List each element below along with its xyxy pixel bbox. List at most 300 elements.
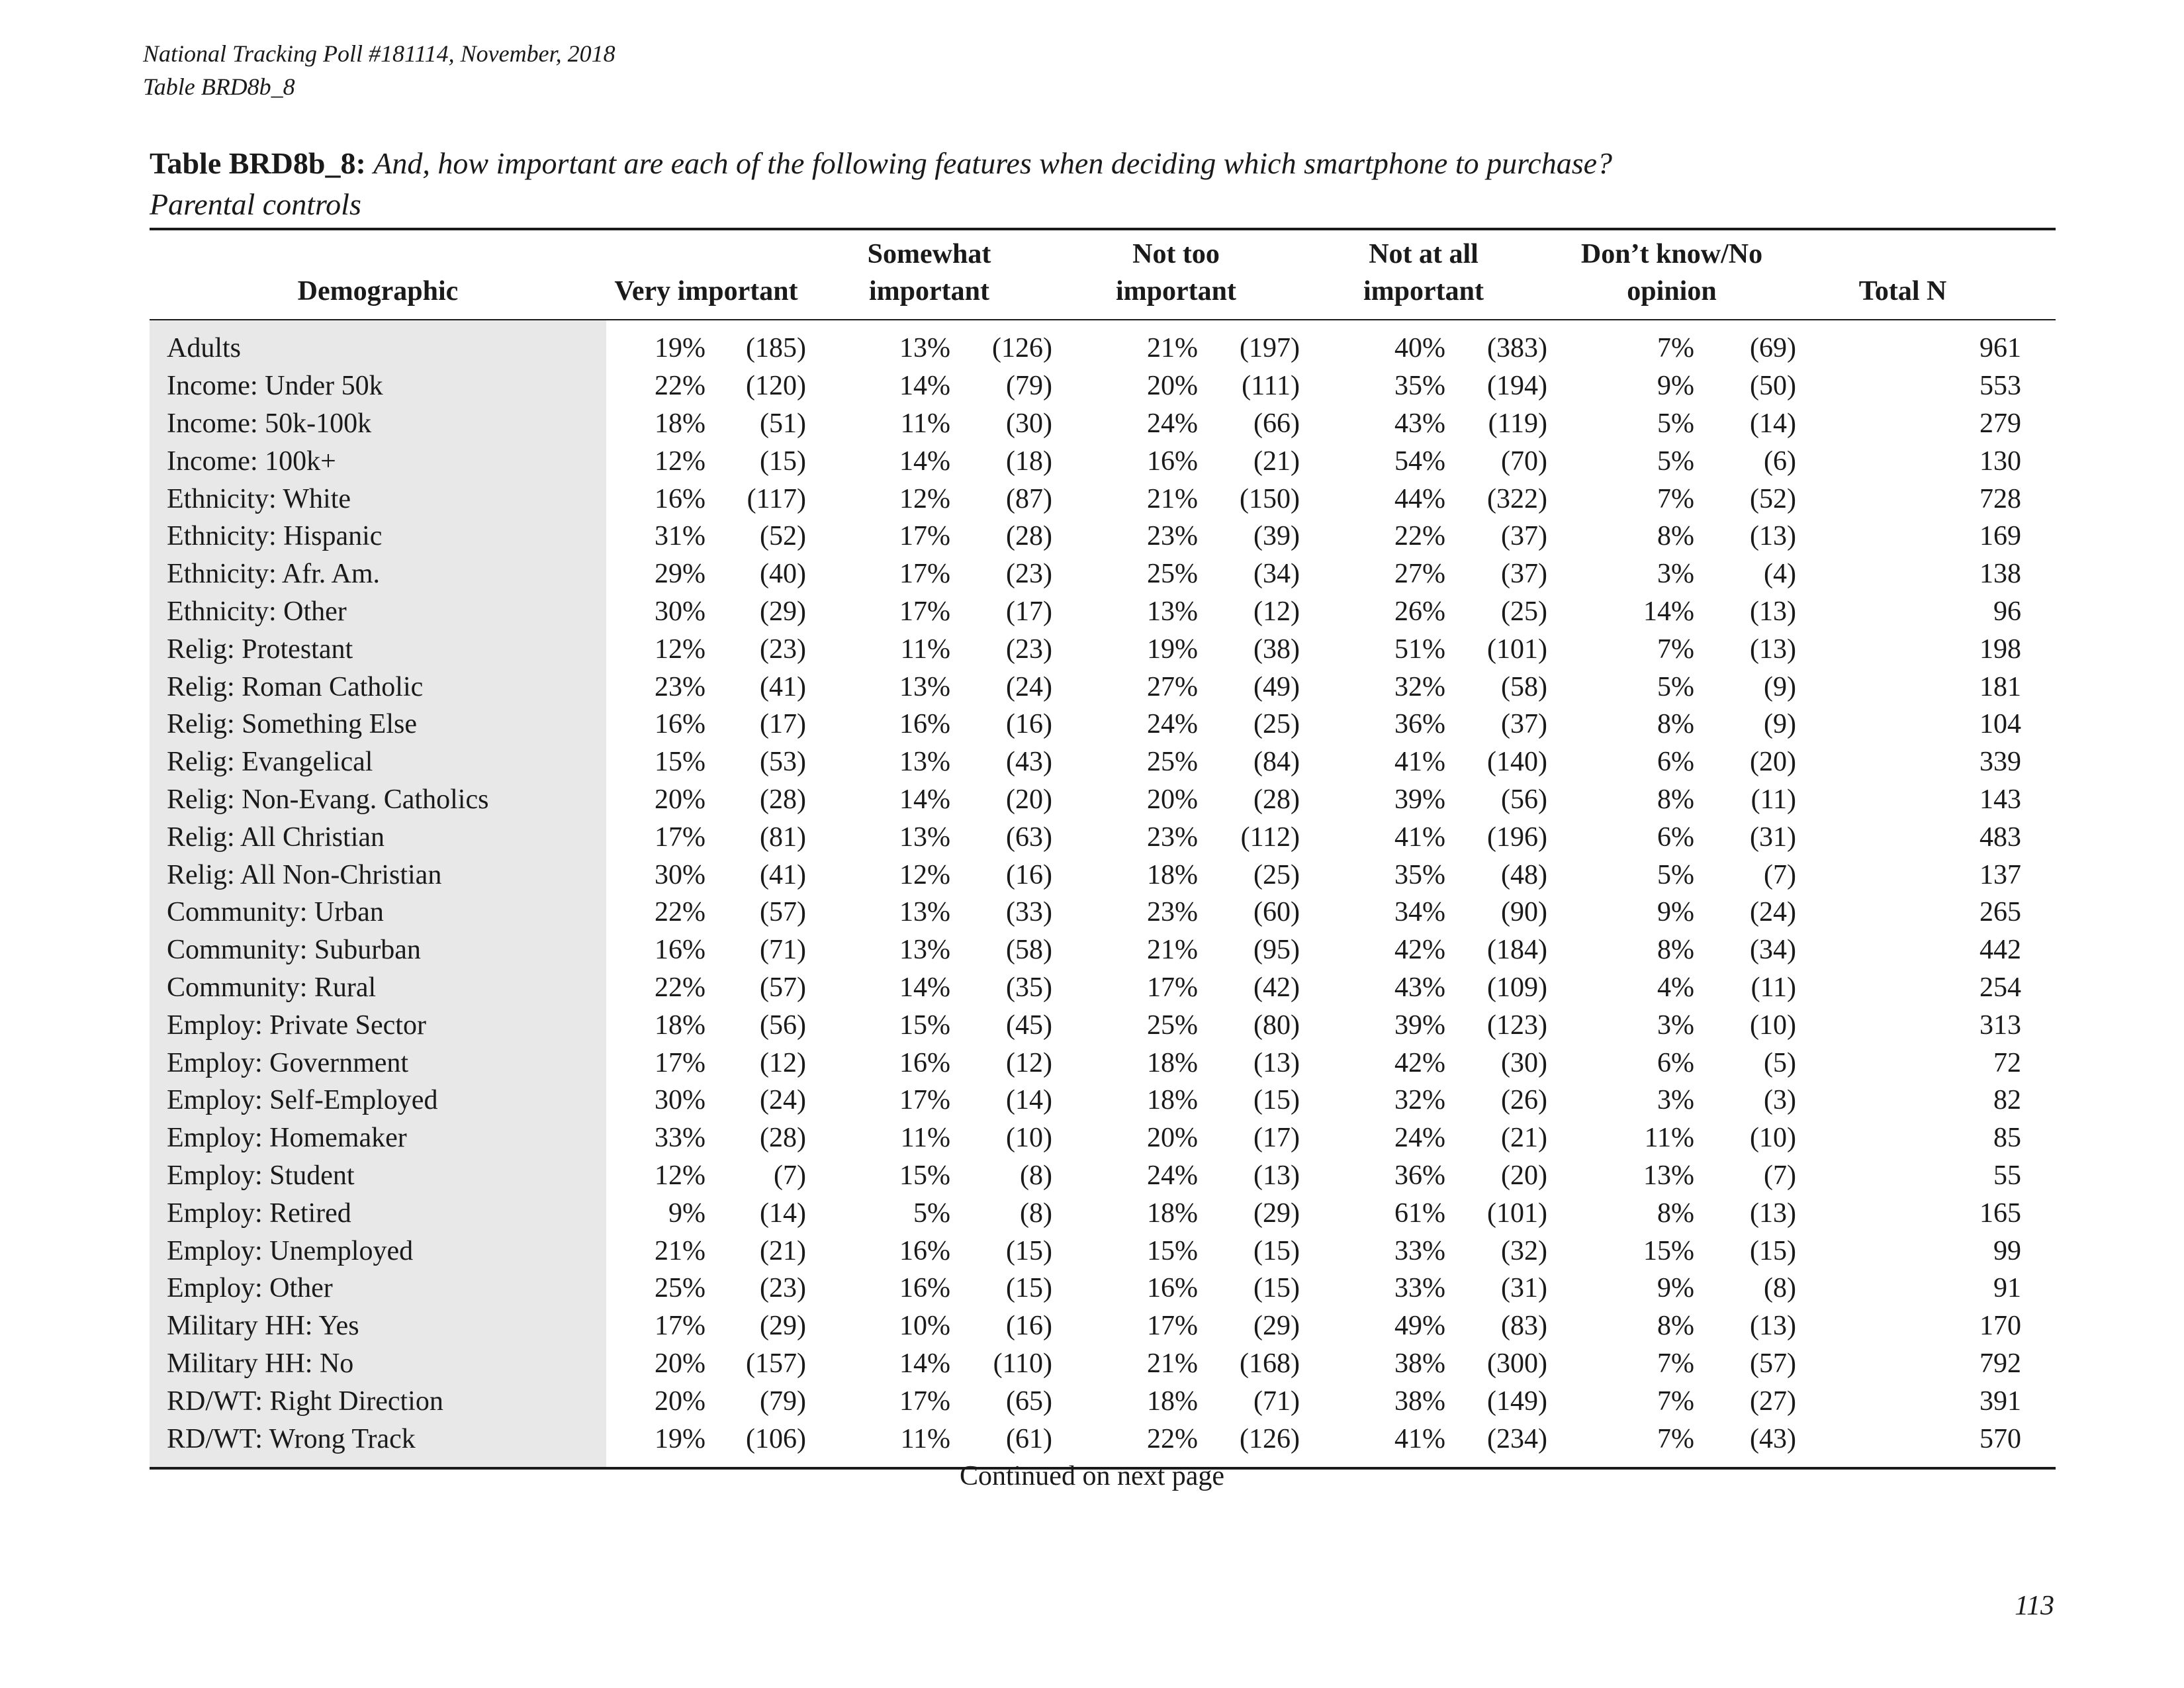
not-at-all-important-percent: 38% [1394, 1348, 1446, 1379]
dont-know-count: (34) [1750, 935, 1797, 966]
very-important-percent: 17% [655, 1311, 705, 1342]
row-demographic: Income: 100k+ [150, 442, 606, 480]
dont-know-count: (4) [1764, 559, 1797, 590]
very-important-percent: 21% [655, 1235, 705, 1266]
dont-know-count: (11) [1751, 972, 1797, 1003]
not-at-all-important-count: (101) [1487, 1197, 1548, 1229]
col-header-somewhat-line1: Somewhat [867, 239, 991, 269]
table-row [150, 781, 2056, 819]
very-important-percent: 33% [655, 1123, 705, 1154]
running-header-table-id: Table BRD8b_8 [143, 73, 295, 100]
dont-know-percent: 11% [1644, 1123, 1695, 1154]
dont-know-count: (27) [1750, 1385, 1797, 1417]
not-too-important-percent: 20% [1147, 784, 1199, 815]
table-row [150, 1270, 2056, 1307]
somewhat-important-percent: 12% [899, 483, 950, 514]
not-at-all-important-percent: 35% [1394, 371, 1446, 402]
not-at-all-important-percent: 26% [1394, 596, 1446, 627]
very-important-percent: 22% [655, 371, 705, 402]
col-header-dont-know [1547, 229, 1796, 320]
not-at-all-important-count: (123) [1487, 1009, 1548, 1041]
row-demographic: Adults [150, 330, 606, 367]
not-at-all-important-count: (32) [1501, 1235, 1548, 1266]
somewhat-important-count: (35) [1006, 972, 1053, 1003]
dont-know-count: (8) [1764, 1273, 1797, 1304]
dont-know-count: (24) [1750, 897, 1797, 928]
very-important-count: (41) [760, 859, 806, 890]
somewhat-important-percent: 11% [900, 408, 950, 439]
row-demographic: Relig: All Christian [150, 818, 606, 856]
not-at-all-important-percent: 38% [1394, 1385, 1446, 1417]
table-row [150, 367, 2056, 405]
not-too-important-percent: 22% [1147, 1423, 1199, 1454]
not-too-important-percent: 20% [1147, 1123, 1199, 1154]
somewhat-important-count: (33) [1006, 897, 1053, 928]
not-too-important-percent: 23% [1147, 821, 1199, 853]
very-important-percent: 17% [655, 821, 705, 853]
row-total-n: 165 [1979, 1197, 2022, 1229]
dont-know-percent: 7% [1657, 333, 1695, 364]
very-important-percent: 16% [655, 935, 705, 966]
somewhat-important-percent: 14% [899, 972, 950, 1003]
very-important-count: (23) [760, 633, 806, 665]
row-demographic: Ethnicity: White [150, 480, 606, 518]
somewhat-important-percent: 14% [899, 784, 950, 815]
not-too-important-count: (126) [1240, 1423, 1300, 1454]
very-important-count: (71) [760, 935, 806, 966]
somewhat-important-count: (10) [1006, 1123, 1053, 1154]
somewhat-important-count: (63) [1006, 821, 1053, 853]
col-header-total-n: Total N [1858, 276, 1947, 306]
not-too-important-count: (15) [1253, 1085, 1300, 1116]
row-total-n: 169 [1979, 521, 2022, 552]
somewhat-important-count: (65) [1006, 1385, 1053, 1417]
very-important-count: (81) [760, 821, 806, 853]
row-total-n: 553 [1979, 371, 2022, 402]
not-too-important-count: (42) [1253, 972, 1300, 1003]
table-row [150, 743, 2056, 781]
row-demographic: Relig: Something Else [150, 706, 606, 743]
table-row [150, 330, 2056, 367]
dont-know-count: (13) [1750, 596, 1797, 627]
very-important-count: (28) [760, 784, 806, 815]
running-header-poll: National Tracking Poll #181114, November, 2018 [143, 40, 615, 67]
not-too-important-percent: 18% [1147, 1197, 1199, 1229]
not-at-all-important-percent: 42% [1394, 1047, 1446, 1078]
not-too-important-count: (13) [1253, 1047, 1300, 1078]
somewhat-important-count: (23) [1006, 559, 1053, 590]
row-total-n: 55 [1993, 1160, 2022, 1191]
very-important-count: (7) [774, 1160, 806, 1191]
dont-know-percent: 8% [1657, 1311, 1695, 1342]
not-at-all-important-percent: 22% [1394, 521, 1446, 552]
table-title [150, 143, 2056, 225]
very-important-percent: 18% [655, 1009, 705, 1041]
very-important-percent: 22% [655, 972, 705, 1003]
row-total-n: 99 [1993, 1235, 2022, 1266]
very-important-percent: 18% [655, 408, 705, 439]
not-at-all-important-count: (140) [1487, 747, 1548, 778]
row-demographic: Ethnicity: Other [150, 593, 606, 631]
not-at-all-important-percent: 41% [1394, 821, 1446, 853]
row-total-n: 961 [1979, 333, 2022, 364]
somewhat-important-count: (18) [1006, 445, 1053, 477]
very-important-count: (40) [760, 559, 806, 590]
not-at-all-important-count: (322) [1487, 483, 1548, 514]
very-important-count: (29) [760, 1311, 806, 1342]
dont-know-percent: 7% [1657, 633, 1695, 665]
very-important-count: (117) [747, 483, 806, 514]
not-too-important-count: (95) [1253, 935, 1300, 966]
not-at-all-important-percent: 39% [1394, 1009, 1446, 1041]
table-row [150, 856, 2056, 894]
somewhat-important-percent: 17% [899, 596, 950, 627]
dont-know-count: (10) [1750, 1009, 1797, 1041]
dont-know-count: (13) [1750, 633, 1797, 665]
not-at-all-important-percent: 36% [1394, 1160, 1446, 1191]
col-header-not-too-line2: important [1116, 276, 1237, 306]
table-row [150, 894, 2056, 931]
somewhat-important-percent: 14% [899, 445, 950, 477]
very-important-percent: 31% [655, 521, 705, 552]
dont-know-percent: 3% [1657, 1009, 1695, 1041]
somewhat-important-percent: 11% [900, 1123, 950, 1154]
somewhat-important-percent: 13% [899, 747, 950, 778]
table-row [150, 1044, 2056, 1082]
table-row [150, 1157, 2056, 1195]
not-too-important-count: (66) [1253, 408, 1300, 439]
very-important-percent: 15% [655, 747, 705, 778]
very-important-count: (53) [760, 747, 806, 778]
dont-know-percent: 9% [1657, 897, 1695, 928]
not-at-all-important-percent: 32% [1394, 671, 1446, 702]
very-important-percent: 12% [655, 445, 705, 477]
not-too-important-count: (60) [1253, 897, 1300, 928]
dont-know-percent: 6% [1657, 821, 1695, 853]
not-at-all-important-count: (119) [1488, 408, 1548, 439]
very-important-percent: 19% [655, 1423, 705, 1454]
dont-know-count: (31) [1750, 821, 1797, 853]
not-too-important-count: (71) [1253, 1385, 1300, 1417]
dont-know-count: (11) [1751, 784, 1797, 815]
not-at-all-important-count: (48) [1501, 859, 1548, 890]
table-body [150, 320, 2056, 1468]
not-at-all-important-count: (30) [1501, 1047, 1548, 1078]
table-row [150, 593, 2056, 631]
very-important-count: (12) [760, 1047, 806, 1078]
row-total-n: 138 [1979, 559, 2022, 590]
not-at-all-important-count: (70) [1501, 445, 1548, 477]
table-row [150, 1420, 2056, 1458]
very-important-percent: 23% [655, 671, 705, 702]
table-row [150, 630, 2056, 668]
dont-know-percent: 8% [1657, 784, 1695, 815]
somewhat-important-percent: 17% [899, 1385, 950, 1417]
table-row [150, 706, 2056, 743]
dont-know-percent: 5% [1657, 859, 1695, 890]
crosstab-table [150, 228, 2056, 1470]
row-demographic: Employ: Retired [150, 1194, 606, 1232]
very-important-percent: 19% [655, 333, 705, 364]
very-important-count: (185) [746, 333, 806, 364]
dont-know-count: (14) [1750, 408, 1797, 439]
dont-know-count: (3) [1764, 1085, 1797, 1116]
very-important-count: (120) [746, 371, 806, 402]
dont-know-count: (7) [1764, 1160, 1797, 1191]
not-too-important-percent: 16% [1147, 445, 1199, 477]
row-total-n: 442 [1979, 935, 2022, 966]
table-row [150, 555, 2056, 593]
continued-note: Continued on next page [959, 1461, 1225, 1491]
not-too-important-percent: 24% [1147, 408, 1199, 439]
table-row [150, 480, 2056, 518]
somewhat-important-percent: 16% [899, 1047, 950, 1078]
not-too-important-percent: 18% [1147, 1047, 1199, 1078]
very-important-count: (57) [760, 972, 806, 1003]
not-too-important-count: (80) [1253, 1009, 1300, 1041]
very-important-count: (15) [760, 445, 806, 477]
dont-know-count: (5) [1764, 1047, 1797, 1078]
table-row [150, 1119, 2056, 1157]
col-header-somewhat-line2: important [869, 276, 989, 306]
somewhat-important-percent: 16% [899, 1273, 950, 1304]
somewhat-important-percent: 17% [899, 1085, 950, 1116]
very-important-count: (28) [760, 1123, 806, 1154]
row-total-n: 181 [1979, 671, 2022, 702]
dont-know-count: (43) [1750, 1423, 1797, 1454]
dont-know-percent: 3% [1657, 1085, 1695, 1116]
col-header-somewhat-important [806, 229, 1052, 320]
table-row [150, 1006, 2056, 1044]
very-important-count: (41) [760, 671, 806, 702]
somewhat-important-count: (15) [1006, 1273, 1053, 1304]
not-too-important-count: (38) [1253, 633, 1300, 665]
row-total-n: 279 [1979, 408, 2022, 439]
dont-know-percent: 5% [1657, 408, 1695, 439]
row-demographic: RD/WT: Right Direction [150, 1382, 606, 1420]
somewhat-important-count: (17) [1006, 596, 1053, 627]
not-too-important-count: (17) [1253, 1123, 1300, 1154]
dont-know-count: (57) [1750, 1348, 1797, 1379]
not-too-important-count: (29) [1253, 1311, 1300, 1342]
somewhat-important-count: (43) [1006, 747, 1053, 778]
dont-know-percent: 5% [1657, 671, 1695, 702]
not-too-important-percent: 24% [1147, 1160, 1199, 1191]
somewhat-important-count: (12) [1006, 1047, 1053, 1078]
not-too-important-count: (111) [1242, 371, 1300, 402]
col-header-not-at-all-important [1300, 229, 1547, 320]
not-too-important-count: (39) [1253, 521, 1300, 552]
somewhat-important-count: (61) [1006, 1423, 1053, 1454]
somewhat-important-percent: 10% [899, 1311, 950, 1342]
not-at-all-important-count: (56) [1501, 784, 1548, 815]
not-at-all-important-percent: 43% [1394, 408, 1446, 439]
row-total-n: 85 [1993, 1123, 2022, 1154]
col-header-not-too-line1: Not too [1132, 239, 1220, 269]
somewhat-important-percent: 11% [900, 633, 950, 665]
not-too-important-count: (168) [1240, 1348, 1300, 1379]
very-important-percent: 20% [655, 784, 705, 815]
somewhat-important-count: (16) [1006, 1311, 1053, 1342]
not-too-important-count: (112) [1240, 821, 1300, 853]
somewhat-important-percent: 16% [899, 709, 950, 740]
somewhat-important-count: (16) [1006, 709, 1053, 740]
dont-know-percent: 7% [1657, 483, 1695, 514]
dont-know-count: (13) [1750, 1197, 1797, 1229]
not-at-all-important-count: (149) [1487, 1385, 1548, 1417]
table-row [150, 1307, 2056, 1345]
dont-know-count: (9) [1764, 709, 1797, 740]
not-too-important-percent: 21% [1147, 1348, 1199, 1379]
row-demographic: Income: Under 50k [150, 367, 606, 405]
row-demographic: Employ: Other [150, 1270, 606, 1307]
col-header-very-important: Very important [614, 276, 798, 306]
somewhat-important-percent: 12% [899, 859, 950, 890]
not-at-all-important-percent: 54% [1394, 445, 1446, 477]
col-header-not-too-important [1052, 229, 1300, 320]
dont-know-count: (13) [1750, 1311, 1797, 1342]
table-row [150, 1382, 2056, 1420]
not-at-all-important-count: (234) [1487, 1423, 1548, 1454]
table-row [150, 1194, 2056, 1232]
somewhat-important-count: (45) [1006, 1009, 1053, 1041]
row-demographic: Community: Rural [150, 969, 606, 1007]
not-too-important-percent: 23% [1147, 897, 1199, 928]
very-important-count: (106) [746, 1423, 806, 1454]
very-important-percent: 20% [655, 1348, 705, 1379]
very-important-count: (23) [760, 1273, 806, 1304]
not-at-all-important-count: (21) [1501, 1123, 1548, 1154]
somewhat-important-count: (79) [1006, 371, 1053, 402]
not-at-all-important-percent: 32% [1394, 1085, 1446, 1116]
very-important-count: (52) [760, 521, 806, 552]
somewhat-important-percent: 17% [899, 559, 950, 590]
table-row [150, 818, 2056, 856]
row-total-n: 72 [1993, 1047, 2022, 1078]
not-at-all-important-percent: 35% [1394, 859, 1446, 890]
very-important-count: (17) [760, 709, 806, 740]
somewhat-important-percent: 14% [899, 1348, 950, 1379]
very-important-percent: 25% [655, 1273, 705, 1304]
very-important-percent: 22% [655, 897, 705, 928]
not-too-important-percent: 27% [1147, 671, 1199, 702]
not-too-important-count: (15) [1253, 1235, 1300, 1266]
very-important-percent: 30% [655, 596, 705, 627]
not-too-important-count: (197) [1240, 333, 1300, 364]
not-too-important-percent: 17% [1147, 1311, 1199, 1342]
not-at-all-important-percent: 34% [1394, 897, 1446, 928]
very-important-count: (21) [760, 1235, 806, 1266]
dont-know-percent: 8% [1657, 1197, 1695, 1229]
row-total-n: 143 [1979, 784, 2022, 815]
very-important-percent: 16% [655, 709, 705, 740]
very-important-count: (24) [760, 1085, 806, 1116]
not-too-important-percent: 20% [1147, 371, 1199, 402]
row-demographic: RD/WT: Wrong Track [150, 1420, 606, 1458]
row-total-n: 313 [1979, 1009, 2022, 1041]
page-number: 113 [2015, 1591, 2054, 1621]
very-important-percent: 30% [655, 1085, 705, 1116]
dont-know-percent: 14% [1643, 596, 1695, 627]
not-too-important-percent: 23% [1147, 521, 1199, 552]
dont-know-percent: 9% [1657, 371, 1695, 402]
not-too-important-percent: 21% [1147, 935, 1199, 966]
table-row [150, 518, 2056, 555]
not-too-important-count: (49) [1253, 671, 1300, 702]
not-at-all-important-count: (109) [1487, 972, 1548, 1003]
dont-know-count: (13) [1750, 521, 1797, 552]
not-too-important-percent: 19% [1147, 633, 1199, 665]
not-at-all-important-percent: 43% [1394, 972, 1446, 1003]
somewhat-important-percent: 13% [899, 671, 950, 702]
somewhat-important-percent: 14% [899, 371, 950, 402]
row-demographic: Relig: Roman Catholic [150, 668, 606, 706]
not-at-all-important-percent: 61% [1394, 1197, 1446, 1229]
dont-know-percent: 8% [1657, 935, 1695, 966]
not-too-important-percent: 18% [1147, 859, 1199, 890]
row-demographic: Ethnicity: Hispanic [150, 518, 606, 555]
dont-know-percent: 7% [1657, 1423, 1695, 1454]
very-important-percent: 16% [655, 483, 705, 514]
somewhat-important-percent: 13% [899, 333, 950, 364]
not-too-important-count: (150) [1240, 483, 1300, 514]
row-total-n: 792 [1979, 1348, 2022, 1379]
row-total-n: 137 [1979, 859, 2022, 890]
not-at-all-important-percent: 27% [1394, 559, 1446, 590]
dont-know-percent: 15% [1643, 1235, 1695, 1266]
very-important-count: (51) [760, 408, 806, 439]
dont-know-percent: 7% [1657, 1385, 1695, 1417]
row-total-n: 91 [1993, 1273, 2022, 1304]
dont-know-percent: 5% [1657, 445, 1695, 477]
not-at-all-important-count: (31) [1501, 1273, 1548, 1304]
not-at-all-important-count: (184) [1487, 935, 1548, 966]
somewhat-important-count: (20) [1006, 784, 1053, 815]
row-total-n: 391 [1979, 1385, 2022, 1417]
row-total-n: 130 [1979, 445, 2022, 477]
dont-know-percent: 8% [1657, 521, 1695, 552]
somewhat-important-percent: 11% [900, 1423, 950, 1454]
row-total-n: 198 [1979, 633, 2022, 665]
very-important-percent: 29% [655, 559, 705, 590]
row-total-n: 483 [1979, 821, 2022, 853]
somewhat-important-percent: 13% [899, 821, 950, 853]
row-total-n: 728 [1979, 483, 2022, 514]
dont-know-percent: 8% [1657, 709, 1695, 740]
not-at-all-important-percent: 39% [1394, 784, 1446, 815]
somewhat-important-percent: 13% [899, 897, 950, 928]
table-subtitle: Parental controls [150, 187, 361, 221]
not-too-important-percent: 25% [1147, 559, 1199, 590]
not-too-important-percent: 24% [1147, 709, 1199, 740]
not-at-all-important-percent: 51% [1394, 633, 1446, 665]
not-too-important-count: (29) [1253, 1197, 1300, 1229]
col-header-not-at-all-line1: Not at all [1369, 239, 1479, 269]
somewhat-important-percent: 17% [899, 521, 950, 552]
table-row [150, 969, 2056, 1007]
somewhat-important-count: (126) [992, 333, 1053, 364]
not-at-all-important-percent: 44% [1394, 483, 1446, 514]
table-row [150, 668, 2056, 706]
header-row [150, 229, 2056, 320]
col-header-dont-know-line1: Don’t know/No [1580, 239, 1763, 269]
table-row [150, 1345, 2056, 1383]
not-too-important-percent: 21% [1147, 333, 1199, 364]
dont-know-percent: 13% [1643, 1160, 1695, 1191]
row-demographic: Relig: Evangelical [150, 743, 606, 781]
somewhat-important-count: (16) [1006, 859, 1053, 890]
dont-know-count: (6) [1764, 445, 1797, 477]
